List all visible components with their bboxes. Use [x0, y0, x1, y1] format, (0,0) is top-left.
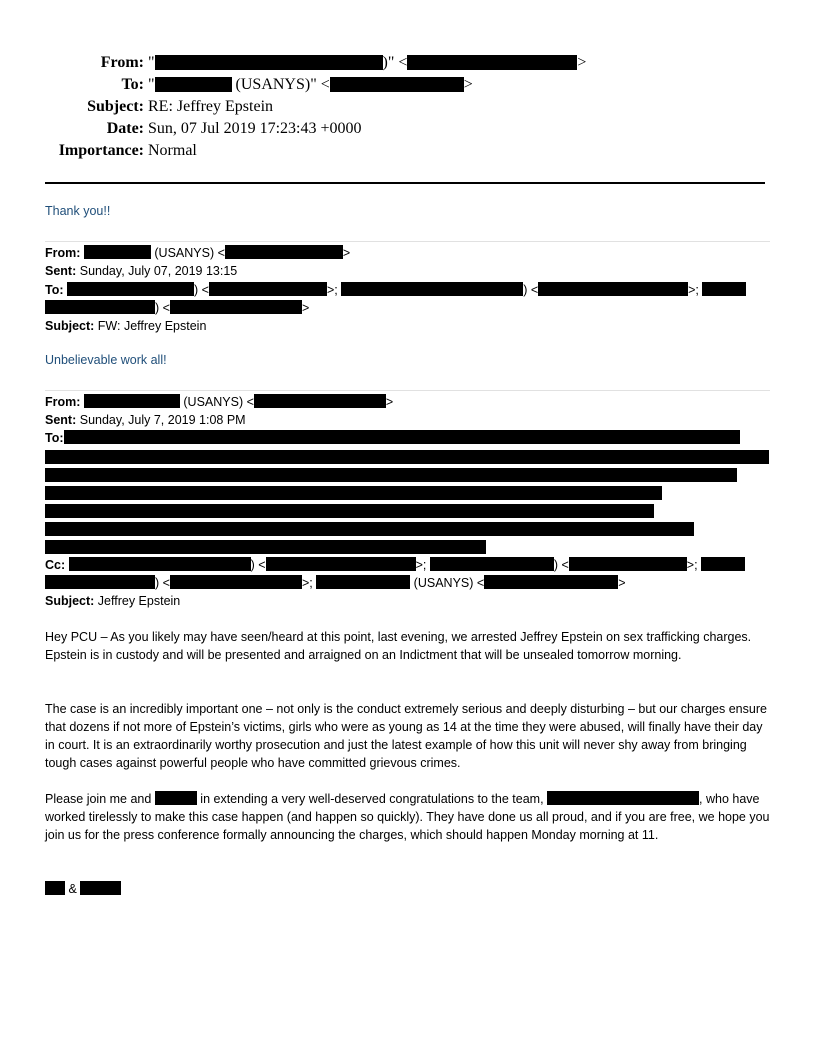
orig-from-mid: (USANYS) <	[183, 395, 254, 409]
header-to-label: To:	[121, 76, 144, 93]
redaction	[155, 791, 197, 805]
header-from-close: >	[577, 54, 587, 71]
reply-text: Thank you!!	[45, 204, 111, 218]
orig-cc-usanys: (USANYS) <	[413, 576, 485, 590]
redaction	[407, 55, 577, 70]
redaction	[170, 300, 302, 314]
fw-note: Unbelievable work all!	[45, 353, 167, 367]
redaction	[330, 77, 464, 92]
redaction	[45, 300, 155, 314]
redaction	[64, 430, 740, 444]
header-subject-label: Subject:	[87, 98, 144, 115]
header-from-row	[0, 52, 816, 74]
orig-sent-value: Sunday, July 7, 2019 1:08 PM	[79, 413, 246, 427]
header-importance-row	[0, 140, 816, 162]
fw-from-mid: (USANYS) <	[154, 246, 225, 260]
header-from-value: " )" < >	[148, 54, 587, 71]
orig-to-row	[45, 429, 740, 447]
separator	[45, 390, 770, 391]
redaction	[254, 394, 386, 408]
redaction	[45, 522, 694, 536]
orig-from-row: From: (USANYS) < >	[45, 395, 394, 409]
header-to-mid: (USANYS)" <	[235, 76, 330, 93]
redaction	[45, 504, 654, 518]
body-paragraph-3	[45, 790, 770, 844]
fw-subject-row	[45, 317, 206, 335]
body-p3-mid: in extending a very well-deserved congratulations to the team,	[200, 792, 544, 806]
redaction	[266, 557, 416, 571]
header-importance-label: Importance:	[58, 142, 144, 159]
orig-subject-value: Jeffrey Epstein	[97, 594, 181, 608]
redaction	[209, 282, 327, 296]
redaction	[316, 575, 410, 589]
fw-to-label: To:	[45, 283, 64, 297]
fw-sent-row	[45, 262, 237, 280]
body-p3-end: , who have worked tirelessly to make this case happen (and happen so quickly). They have done us all proud, and if you are free, we hope you join us for the press conference formally announcing the charges, which should happen Monday morning at 11.	[45, 792, 770, 842]
fw-sent-label: Sent:	[45, 264, 77, 278]
fw-subject-label: Subject:	[45, 319, 95, 333]
header-subject-row	[0, 96, 816, 118]
header-date-row	[0, 118, 816, 140]
header-from-mid: )" <	[382, 54, 408, 71]
redaction	[430, 557, 554, 571]
orig-sent-label: Sent:	[45, 413, 77, 427]
redaction	[84, 245, 151, 259]
redaction	[702, 282, 746, 296]
redaction	[538, 282, 688, 296]
body-paragraph-1: Hey PCU – As you likely may have seen/heard at this point, last evening, we arrested Jeffrey Epstein on sex trafficking charges. Epstein is in custody and will be presented and arraigned on an Indictment that will be unsealed tomorrow morning.	[45, 630, 752, 662]
redaction	[67, 282, 194, 296]
redaction	[155, 55, 383, 70]
email-header	[0, 52, 816, 172]
redaction	[341, 282, 523, 296]
separator	[45, 241, 770, 242]
redaction	[547, 791, 699, 805]
header-importance-value: Normal	[148, 142, 197, 159]
header-to-close: >	[463, 76, 473, 93]
header-from-label: From:	[100, 54, 144, 71]
redaction	[569, 557, 687, 571]
orig-cc-label: Cc:	[45, 558, 66, 572]
redaction	[45, 881, 65, 895]
redaction	[45, 450, 769, 464]
redaction	[69, 557, 251, 571]
orig-subject-row	[45, 592, 180, 610]
body-p3-start: Please join me and	[45, 792, 152, 806]
header-date-label: Date:	[106, 120, 144, 137]
signature	[45, 880, 121, 898]
fw-subject-value: FW: Jeffrey Epstein	[97, 319, 207, 333]
fw-to-row: To: ) < >; ) < >;	[45, 281, 746, 299]
orig-sent-row	[45, 411, 246, 429]
redaction	[84, 394, 180, 408]
redaction	[45, 575, 155, 589]
header-divider	[45, 182, 765, 184]
redaction	[170, 575, 302, 589]
signature-ampersand: &	[68, 882, 77, 896]
redaction	[80, 881, 121, 895]
header-subject-value: RE: Jeffrey Epstein	[148, 98, 274, 115]
redaction	[45, 486, 662, 500]
redaction	[45, 540, 486, 554]
fw-from-row: From: (USANYS) < >	[45, 246, 351, 260]
redaction	[45, 468, 737, 482]
body-paragraph-2: The case is an incredibly important one – not only is the conduct extremely serious and deeply disturbing – but our charges ensure that dozens if not more of Epstein’s victims, girls who were as young as 14 at the time they were abused, will finally have their day in court. It is an extraordinarily worthy prosecution and just the latest example of how this unit will never shy away from bringing tough cases against powerful people who have committed grievous crimes.	[45, 702, 767, 770]
orig-to-label: To:	[45, 431, 64, 445]
redaction	[701, 557, 745, 571]
orig-cc-row: Cc: ) < >; ) < >;	[45, 556, 745, 574]
header-to-value: " (USANYS)" < >	[148, 76, 473, 93]
header-to-row	[0, 74, 816, 96]
header-date-value: Sun, 07 Jul 2019 17:23:43 +0000	[148, 120, 362, 137]
fw-from-label: From:	[45, 246, 81, 260]
redaction	[155, 77, 232, 92]
redaction	[225, 245, 343, 259]
orig-from-label: From:	[45, 395, 81, 409]
orig-cc-row-cont: ) < >; (USANYS) < >	[45, 574, 626, 592]
redaction	[484, 575, 618, 589]
fw-to-row-cont: ) < >	[45, 299, 309, 317]
orig-subject-label: Subject:	[45, 594, 95, 608]
fw-sent-value: Sunday, July 07, 2019 13:15	[79, 264, 238, 278]
